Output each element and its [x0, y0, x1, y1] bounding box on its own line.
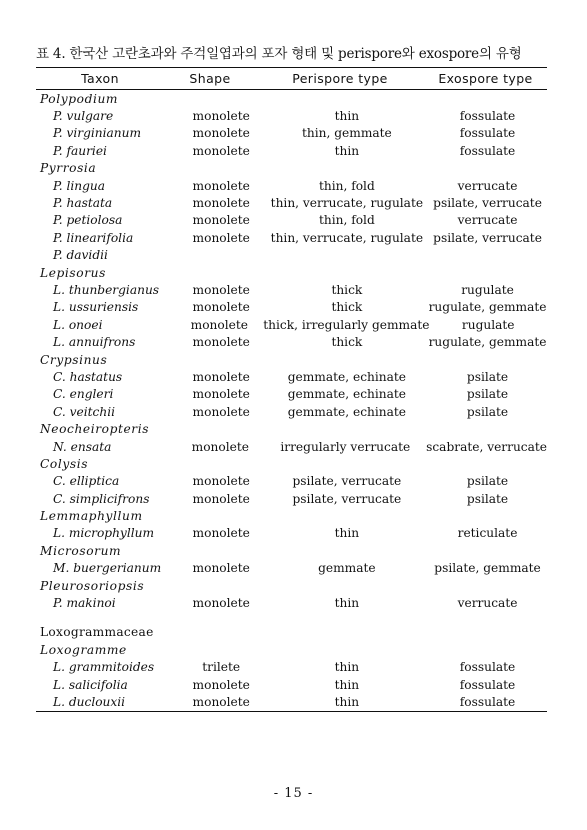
table-row: [36, 229, 547, 246]
table-row: [36, 676, 547, 693]
table-row: [36, 438, 547, 455]
table-row: [36, 212, 547, 229]
taxon-cell: L. annuifrons: [53, 335, 136, 350]
shape-cell: monolete: [192, 300, 250, 315]
taxon-cell: Lepisorus: [40, 265, 106, 280]
shape-cell: monolete: [192, 677, 250, 692]
perispore-cell: psilate, verrucate: [292, 491, 402, 506]
taxon-cell: L. grammitoides: [53, 660, 155, 675]
genus-heading-row: [36, 455, 547, 472]
perispore-cell: thick: [331, 282, 363, 297]
table-body: [36, 90, 547, 711]
perispore-cell: thin, verrucate, rugulate: [270, 196, 424, 211]
genus-heading-row: [36, 351, 547, 368]
table-row: [36, 473, 547, 490]
exospore-cell: rugulate: [461, 282, 514, 297]
exospore-cell: verrucate: [457, 213, 518, 228]
perispore-cell: thin, gemmate: [302, 126, 392, 141]
exospore-cell: scabrate, verrucate: [426, 439, 547, 454]
perispore-cell: thin: [334, 109, 360, 124]
shape-cell: monolete: [192, 694, 250, 709]
header-perispore-type: Perispore type: [292, 71, 388, 86]
perispore-cell: gemmate, echinate: [287, 387, 406, 402]
genus-heading-row: [36, 641, 547, 658]
exospore-cell: psilate: [466, 404, 509, 419]
spore-table: [36, 67, 547, 712]
exospore-cell: psilate: [466, 369, 509, 384]
taxon-cell: P. davidii: [53, 248, 108, 263]
table-row: [36, 594, 547, 611]
taxon-cell: Loxogrammaceae: [40, 625, 154, 640]
table-row: [36, 247, 547, 264]
table-row: [36, 659, 547, 676]
exospore-cell: fossulate: [459, 143, 516, 158]
shape-cell: monolete: [192, 369, 250, 384]
taxon-cell: L. thunbergianus: [53, 282, 160, 297]
perispore-cell: thin, fold: [318, 213, 375, 228]
table-row: [36, 316, 547, 333]
taxon-cell: M. buergerianum: [53, 561, 162, 576]
exospore-cell: psilate: [466, 474, 509, 489]
taxon-cell: N. ensata: [53, 439, 112, 454]
table-row: [36, 142, 547, 159]
exospore-cell: verrucate: [457, 596, 518, 611]
taxon-cell: Polypodium: [40, 91, 119, 106]
perispore-cell: thin: [334, 660, 360, 675]
table-row: [36, 177, 547, 194]
taxon-cell: Neocheiropteris: [40, 422, 150, 437]
exospore-cell: fossulate: [459, 677, 516, 692]
shape-cell: monolete: [192, 526, 250, 541]
section-gap: [36, 612, 547, 624]
shape-cell: monolete: [192, 230, 250, 245]
table-row: [36, 194, 547, 211]
shape-cell: monolete: [192, 387, 250, 402]
exospore-cell: psilate, gemmate: [434, 561, 541, 576]
taxon-cell: L. microphyllum: [53, 526, 155, 541]
perispore-cell: gemmate, echinate: [287, 369, 406, 384]
taxon-cell: P. petiolosa: [53, 213, 123, 228]
table-row: [36, 299, 547, 316]
taxon-cell: L. duclouxii: [53, 694, 126, 709]
header-taxon: Taxon: [81, 71, 119, 86]
exospore-cell: fossulate: [459, 126, 516, 141]
page-number: - 15 -: [273, 786, 314, 801]
shape-cell: monolete: [192, 213, 250, 228]
table-row: [36, 490, 547, 507]
table-row: [36, 560, 547, 577]
shape-cell: monolete: [190, 317, 248, 332]
table-row: [36, 693, 547, 710]
shape-cell: monolete: [192, 474, 250, 489]
taxon-cell: C. simplicifrons: [53, 491, 150, 506]
perispore-cell: thick, irregularly gemmate: [263, 317, 430, 332]
taxon-cell: Loxogramme: [40, 642, 127, 657]
perispore-cell: gemmate, echinate: [287, 404, 406, 419]
genus-heading-row: [36, 542, 547, 559]
perispore-cell: thick: [331, 300, 363, 315]
exospore-cell: fossulate: [459, 109, 516, 124]
taxon-cell: P. hastata: [53, 196, 113, 211]
perispore-cell: thin: [334, 596, 360, 611]
taxon-cell: C. engleri: [53, 387, 114, 402]
perispore-cell: thin: [334, 143, 360, 158]
taxon-cell: P. lingua: [53, 178, 106, 193]
shape-cell: monolete: [192, 491, 250, 506]
shape-cell: trilete: [202, 660, 241, 675]
table-row: [36, 368, 547, 385]
shape-cell: monolete: [192, 196, 250, 211]
exospore-cell: verrucate: [457, 178, 518, 193]
exospore-cell: fossulate: [459, 694, 516, 709]
table-row: [36, 403, 547, 420]
perispore-cell: thick: [331, 335, 363, 350]
table-row: [36, 125, 547, 142]
taxon-cell: Crypsinus: [40, 352, 108, 367]
family-heading-row: [36, 624, 547, 641]
table-row: [36, 525, 547, 542]
exospore-cell: psilate: [466, 491, 509, 506]
shape-cell: monolete: [192, 143, 250, 158]
table-row: [36, 386, 547, 403]
taxon-cell: P. makinoi: [53, 596, 116, 611]
shape-cell: monolete: [192, 596, 250, 611]
taxon-cell: P. virginianum: [53, 126, 142, 141]
taxon-cell: L. ussuriensis: [53, 300, 139, 315]
taxon-cell: P. fauriei: [53, 143, 107, 158]
taxon-cell: Colysis: [40, 456, 89, 471]
perispore-cell: thin, fold: [318, 178, 375, 193]
header-shape: Shape: [189, 71, 231, 86]
perispore-cell: irregularly verrucate: [280, 439, 411, 454]
exospore-cell: rugulate, gemmate: [428, 300, 547, 315]
perispore-cell: gemmate: [318, 561, 376, 576]
shape-cell: monolete: [192, 126, 250, 141]
perispore-cell: thin: [334, 526, 360, 541]
taxon-cell: C. veitchii: [53, 404, 116, 419]
table-bottom-rule: [36, 711, 547, 712]
taxon-cell: C. elliptica: [53, 474, 120, 489]
genus-heading-row: [36, 507, 547, 524]
shape-cell: monolete: [192, 282, 250, 297]
table-row: [36, 107, 547, 124]
taxon-cell: L. salicifolia: [53, 677, 128, 692]
exospore-cell: reticulate: [457, 526, 518, 541]
taxon-cell: C. hastatus: [53, 369, 123, 384]
genus-heading-row: [36, 577, 547, 594]
shape-cell: monolete: [192, 561, 250, 576]
table-row: [36, 333, 547, 350]
taxon-cell: Pyrrosia: [40, 161, 97, 176]
table-row: [36, 281, 547, 298]
exospore-cell: fossulate: [459, 660, 516, 675]
table-caption: 표 4. 한국산 고란초과와 주걱일엽과의 포자 형태 및 perispore와 exospore의 유형: [36, 46, 522, 62]
exospore-cell: rugulate: [461, 317, 515, 332]
taxon-cell: P. vulgare: [53, 109, 114, 124]
taxon-cell: Pleurosoriopsis: [40, 578, 145, 593]
table-header-row: [36, 68, 547, 89]
shape-cell: monolete: [192, 404, 250, 419]
exospore-cell: psilate, verrucate: [433, 230, 542, 245]
perispore-cell: psilate, verrucate: [292, 474, 402, 489]
taxon-cell: Lemmaphyllum: [40, 509, 143, 524]
shape-cell: monolete: [191, 439, 249, 454]
shape-cell: monolete: [192, 178, 250, 193]
perispore-cell: thin, verrucate, rugulate: [270, 230, 424, 245]
header-exospore-type: Exospore type: [438, 71, 533, 86]
shape-cell: monolete: [192, 109, 250, 124]
taxon-cell: L. onoei: [53, 317, 103, 332]
genus-heading-row: [36, 160, 547, 177]
genus-heading-row: [36, 90, 547, 107]
taxon-cell: P. linearifolia: [53, 230, 134, 245]
perispore-cell: thin: [334, 694, 360, 709]
genus-heading-row: [36, 264, 547, 281]
taxon-cell: Microsorum: [40, 543, 122, 558]
exospore-cell: psilate, verrucate: [433, 196, 542, 211]
genus-heading-row: [36, 420, 547, 437]
exospore-cell: rugulate, gemmate: [428, 335, 547, 350]
shape-cell: monolete: [192, 335, 250, 350]
perispore-cell: thin: [334, 677, 360, 692]
exospore-cell: psilate: [466, 387, 509, 402]
